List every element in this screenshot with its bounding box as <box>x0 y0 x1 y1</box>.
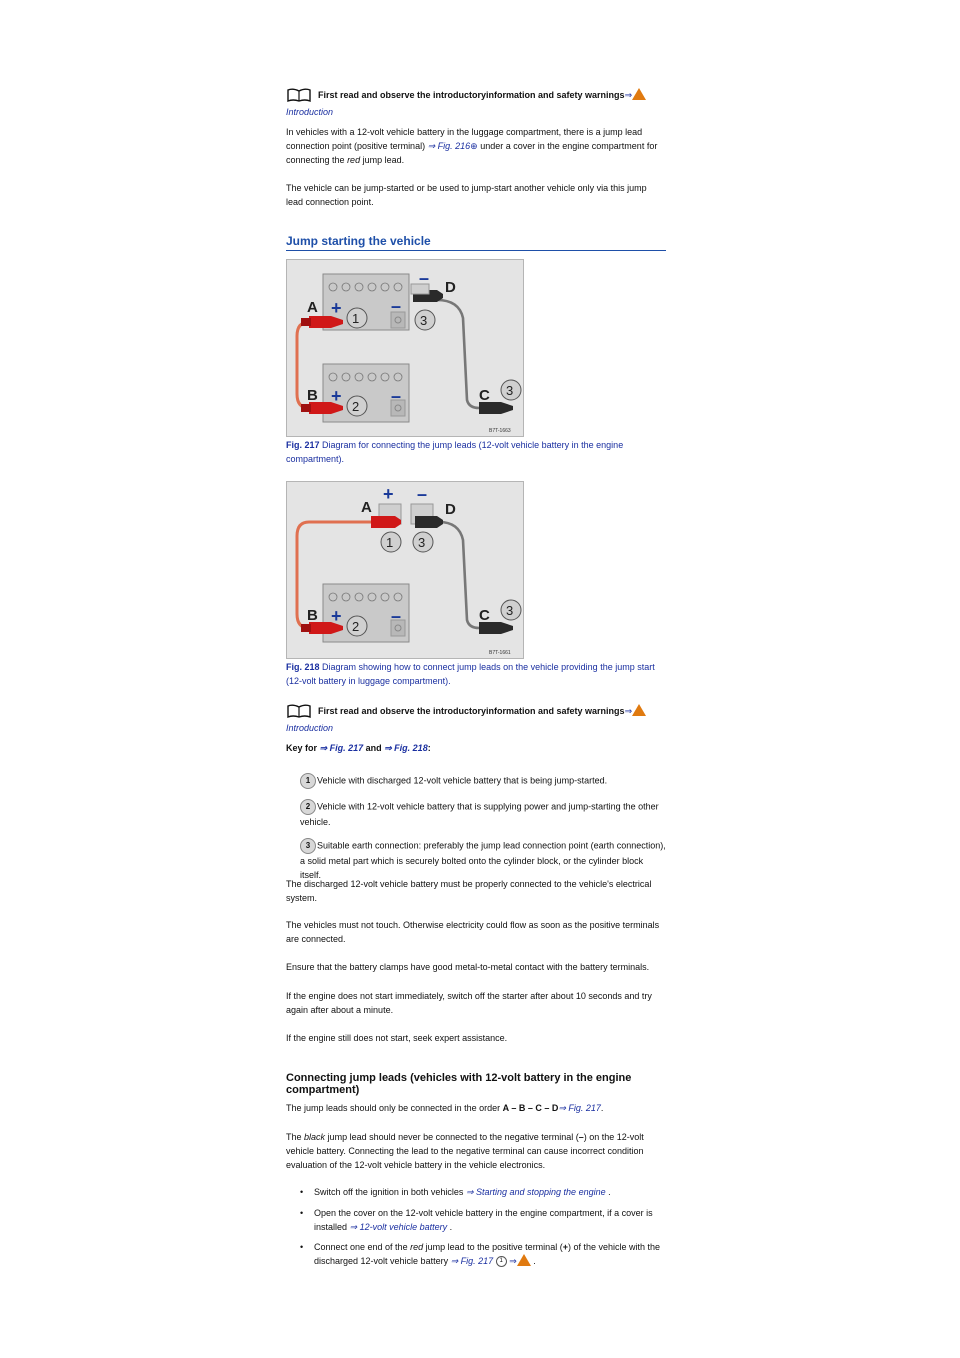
introduction-link[interactable]: Introduction <box>286 723 334 733</box>
key-number: 2 <box>300 799 316 815</box>
section-title: Jump starting the vehicle <box>286 234 666 251</box>
battery-link[interactable]: ⇒ 12-volt vehicle battery <box>349 1222 448 1232</box>
bullet-ignition: • Switch off the ignition in both vehicles ⇒ Starting and stopping the engine . <box>300 1187 611 1197</box>
svg-text:+: + <box>383 484 394 504</box>
key-number: 1 <box>300 773 316 789</box>
svg-text:1: 1 <box>386 535 394 550</box>
book-icon <box>286 704 312 718</box>
svg-text:3: 3 <box>506 603 514 618</box>
circled-number: 1 <box>496 1256 507 1267</box>
svg-text:D: D <box>445 501 456 518</box>
starting-stopping-link[interactable]: ⇒ Starting and stopping the engine <box>465 1187 606 1197</box>
key-number: 3 <box>300 838 316 854</box>
paragraph-order: The jump leads should only be connected in the order A – B – C – D⇒ Fig. 217. <box>286 1103 604 1113</box>
key-item-1: 1 Vehicle with discharged 12-volt vehicle battery that is being jump-started. <box>300 773 666 789</box>
figure-217-caption: Fig. 217 Diagram for connecting the jump leads (12-volt vehicle battery in the engine compartment). <box>286 440 624 464</box>
num-2: 2 <box>352 399 360 414</box>
figure-218 <box>286 481 524 659</box>
jump-start-diagram-luggage <box>287 482 523 658</box>
safety-note: First read and observe the introductoryinformation and safety warnings⇒ <box>318 704 668 718</box>
label-a: A <box>307 299 318 316</box>
fig216-link[interactable]: ⇒ Fig. 216 <box>427 141 471 151</box>
svg-text:3: 3 <box>418 535 426 550</box>
label-b: B <box>307 387 318 404</box>
figure-217 <box>286 259 524 437</box>
key-heading: Key for ⇒ Fig. 217 and ⇒ Fig. 218: <box>286 743 431 753</box>
note-title: First read and observe the introductoryinformation and safety warnings <box>318 90 625 100</box>
svg-text:A: A <box>361 499 372 516</box>
num-3: 3 <box>506 383 514 398</box>
minus-sign: – <box>419 268 430 288</box>
warning-icon <box>517 1254 531 1266</box>
svg-text:B7T-1661: B7T-1661 <box>489 650 511 656</box>
jump-start-diagram-engine <box>287 260 523 436</box>
key-item-3: 3 Suitable earth connection: preferably the jump lead connection point (earth connection), a solid metal part which is securely bolted onto the cylinder block, or the cylinder block itself. <box>300 838 666 882</box>
bullet-cover: • Open the cover on the 12-volt vehicle battery in the engine compartment, if a cover is installed ⇒ 12-volt vehicle battery . <box>300 1208 653 1232</box>
introduction-link[interactable]: Introduction <box>286 107 334 117</box>
label-d: D <box>445 279 456 296</box>
paragraph-engine: If the engine does not start immediately, switch off the starter after about 10 seconds and try again after about a minute. <box>286 991 652 1015</box>
minus-sign: – <box>391 296 402 316</box>
intro-paragraph-1: In vehicles with a 12-volt vehicle battery in the luggage compartment, there is a jump lead connection point (positive terminal) ⇒ Fig. 216⊕ under a cover in the engine compartment for connecting the red jump lead. <box>286 127 658 165</box>
svg-text:2: 2 <box>352 619 360 634</box>
paragraph-discharged: The discharged 12-volt vehicle battery must be properly connected to the vehicle's electrical system. <box>286 879 652 903</box>
num-3: 3 <box>420 313 428 328</box>
book-icon <box>286 88 312 102</box>
bullet-red-lead: • Connect one end of the red jump lead to the positive terminal (+) of the vehicle with the discharged 12-volt vehicle battery ⇒ Fig. 217 1 ⇒ . <box>300 1242 661 1266</box>
svg-text:B: B <box>307 607 318 624</box>
key-item-2: 2 Vehicle with 12-volt vehicle battery that is supplying power and jump-starting the other vehicle. <box>300 799 666 829</box>
fig217-link[interactable]: ⇒ Fig. 217 <box>450 1256 494 1266</box>
intro-paragraph-2: The vehicle can be jump-started or be used to jump-start another vehicle only via this jump lead connection point. <box>286 183 647 207</box>
figure-code: B7T-1663 <box>489 428 511 434</box>
fig217-link[interactable]: ⇒ Fig. 217 <box>558 1103 601 1113</box>
subsection-title: Connecting jump leads (vehicles with 12-volt battery in the engine compartment) <box>286 1072 632 1096</box>
paragraph-touch: The vehicles must not touch. Otherwise electricity could flow as soon as the positive terminals are connected. <box>286 920 660 944</box>
paragraph-expert: If the engine still does not start, seek expert assistance. <box>286 1033 508 1043</box>
label-c: C <box>479 387 490 404</box>
safety-note <box>318 88 668 102</box>
num-1: 1 <box>352 311 360 326</box>
plus-sign: + <box>331 386 342 406</box>
note-arrow: ⇒ <box>624 90 633 100</box>
fig218-link[interactable]: ⇒ Fig. 218 <box>384 743 428 753</box>
warning-icon <box>632 704 646 716</box>
paragraph-black-lead: The black jump lead should never be connected to the negative terminal (–) on the 12-volt vehicle battery. Connecting the lead to the negative terminal can cause incorrect condition evaluation of the 12-volt vehicle battery in the vehicle electronics. <box>286 1132 644 1170</box>
paragraph-clamps: Ensure that the battery clamps have good metal-to-metal contact with the battery terminals. <box>286 962 650 972</box>
minus-sign: – <box>391 386 402 406</box>
svg-text:C: C <box>479 607 490 624</box>
fig217-link[interactable]: ⇒ Fig. 217 <box>319 743 364 753</box>
svg-text:–: – <box>417 484 428 504</box>
svg-text:–: – <box>391 606 402 626</box>
plus-sign: + <box>331 298 342 318</box>
figure-218-caption: Fig. 218 Diagram showing how to connect jump leads on the vehicle providing the jump start (12-volt battery in luggage compartment). <box>286 662 655 686</box>
warning-icon <box>632 88 646 100</box>
svg-text:+: + <box>331 606 342 626</box>
positive-terminal-symbol: ⊕ <box>470 141 478 151</box>
